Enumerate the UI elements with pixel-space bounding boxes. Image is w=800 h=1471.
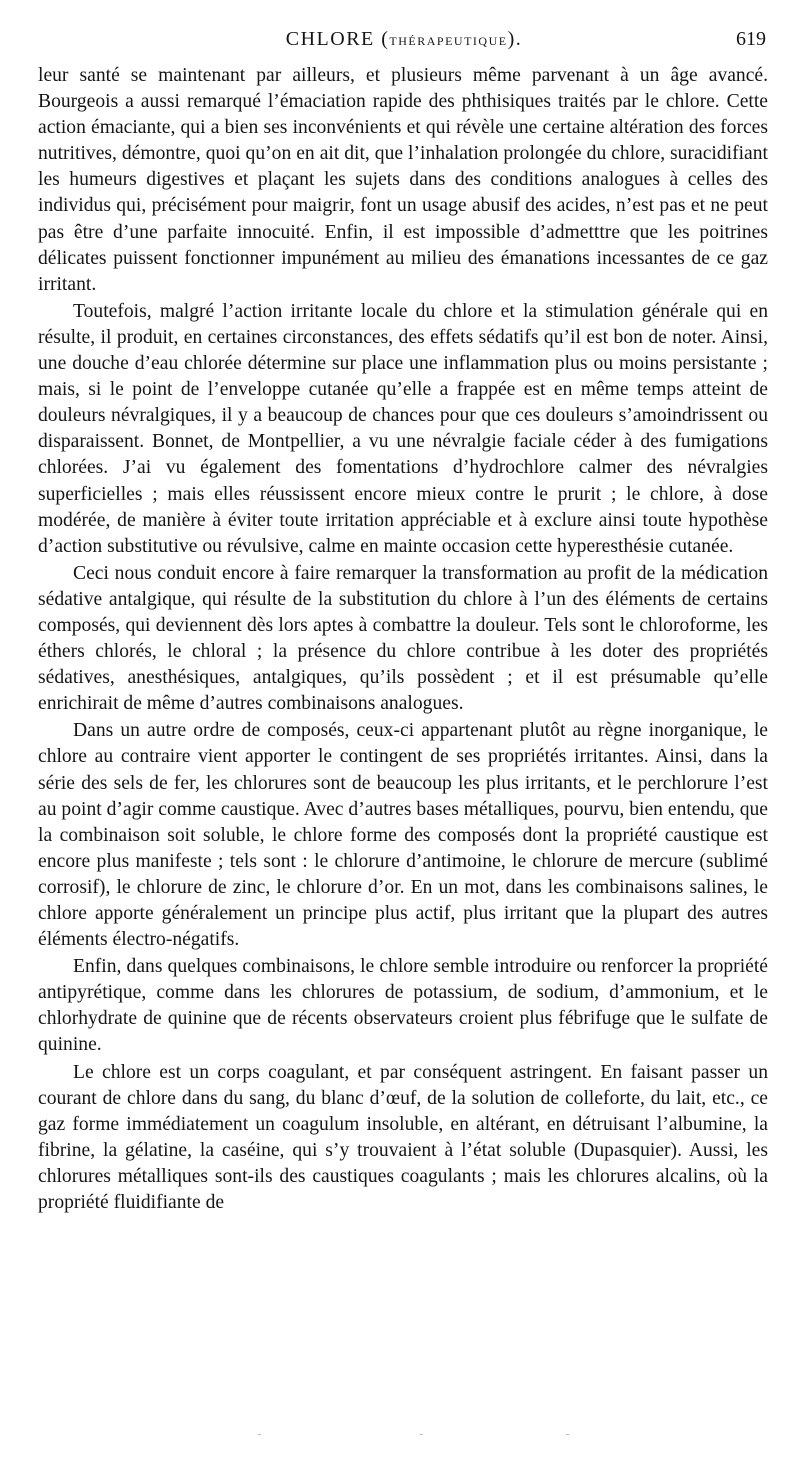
paragraph-coagulant: Le chlore est un corps coagulant, et par conséquent astringent. En faisant passer un courant de chlore dans du sang, du blanc d’œuf, de la solution de colleforte, du lait, etc., ce gaz forme immédiatement un coagulum insoluble, en altérant, en détruisant l’albumine, la fibrine, la gélatine, la caséine, qui s’y trouvaient à l’état soluble (Dupasquier). Aussi, les chlorures métalliques sont-ils des caustiques coagulants ; mais les chlorures alcalins, où la propriété fluidifiante de (38, 1061, 768, 1214)
paragraph-irritant-compounds: Dans un autre ordre de composés, ceux-ci appartenant plutôt au règne inorganique, le chlore au contraire vient apporter le contingent de ses propriétés irritantes. Ainsi, dans la série des sels de fer, les chlorures sont de beaucoup les plus irritants, et le perchlorure l’est au point d’agir comme caustique. Avec d’autres bases métalliques, pourvu, bien entendu, que la combinaison soit soluble, le chlore forme des composés dont la propriété caustique est encore plus manifeste ; tels sont : le chlorure d’antimoine, le chlorure de mercure (sublimé corrosif), le chlorure de zinc, le chlorure d’or. En un mot, dans les combinaisons salines, le chlore apporte généralement un principe plus actif, plus irritant que la plupart des autres éléments électro-négatifs. (38, 720, 768, 951)
running-title-main: CHLORE (285, 28, 375, 50)
scan-speck (566, 1434, 569, 1435)
running-title-open: ( (374, 28, 390, 50)
paragraph-continued: leur santé se maintenant par ailleurs, et plusieurs même parvenant à un âge avancé. Bourgeois a aussi remarqué l’émaciation rapide des phthisiques traités par le chlore. Cette action émaciante, qui a bien ses inconvénients et qui révèle une certaine altération des forces nutritives, démontre, quoi qu’on en ait dit, que l’inhalation prolongée du chlore, suracidifiant les humeurs digestives et plaçant les sujets dans des conditions analogues à celles des individus qui, précisément pour maigrir, font un usage abusif des acides, n’est pas et ne peut pas être d’une parfaite innocuité. Enfin, il est impossible d’admetttre que les poitrines délicates puissent fonctionner impunément au milieu des émanations incessantes de ce gaz irritant. (38, 65, 768, 295)
paragraph-substitution: Ceci nous conduit encore à faire remarquer la transformation au profit de la médication sédative antalgique, qui résulte de la substitution du chlore à l’un des éléments de certains composés, qui deviennent dès lors aptes à combattre la douleur. Tels sont le chloroforme, les éthers chlorés, le chloral ; la présence du chlore contribue à les doter des propriétés sédatives, anesthésiques, antalgiques, qu’ils possèdent ; et il est présumable qu’elle enrichirait de même d’autres combinaisons analogues. (38, 562, 768, 715)
page-header (38, 28, 770, 58)
running-title-close: ). (507, 28, 523, 50)
running-title (38, 28, 770, 51)
page-number: 619 (736, 28, 766, 50)
paragraph-antipyretic: Enfin, dans quelques combinaisons, le chlore semble introduire ou renforcer la propriété antipyrétique, comme dans les chlorures de potassium, de sodium, d’ammonium, et le chlorhydrate de quinine que de récents observateurs croient plus fébrifuge que le sulfate de quinine. (38, 956, 768, 1056)
scan-speck (420, 1434, 423, 1435)
paragraph-sedative-effects: Toutefois, malgré l’action irritante locale du chlore et la stimulation générale qui en résulte, il produit, en certaines circonstances, des effets sédatifs qu’il est bon de noter. Ainsi, une douche d’eau chlorée détermine sur place une inflammation plus ou moins persistante ; mais, si le point de l’enveloppe cutanée qu’elle a frappée est en même temps atteint de douleurs névralgiques, il y a beaucoup de chances pour que ces douleurs s’amoindrissent ou disparaissent. Bonnet, de Montpellier, a vu une névralgie faciale céder à des fumigations chlorées. J’ai vu également des fomentations d’hydrochlore calmer des névralgies superficielles ; mais elles réussissent encore mieux contre le prurit ; le chlore, à dose modérée, de manière à éviter toute irritation appréciable et à exclure ainsi toute hypothèse d’action substitutive ou révulsive, calme en mainte occasion cette hyperesthésie cutanée. (38, 300, 768, 557)
running-title-subject: THÉRAPEUTIQUE (389, 34, 508, 48)
scan-specks (0, 1434, 800, 1444)
scan-speck (258, 1434, 261, 1435)
body-text (38, 63, 768, 1216)
